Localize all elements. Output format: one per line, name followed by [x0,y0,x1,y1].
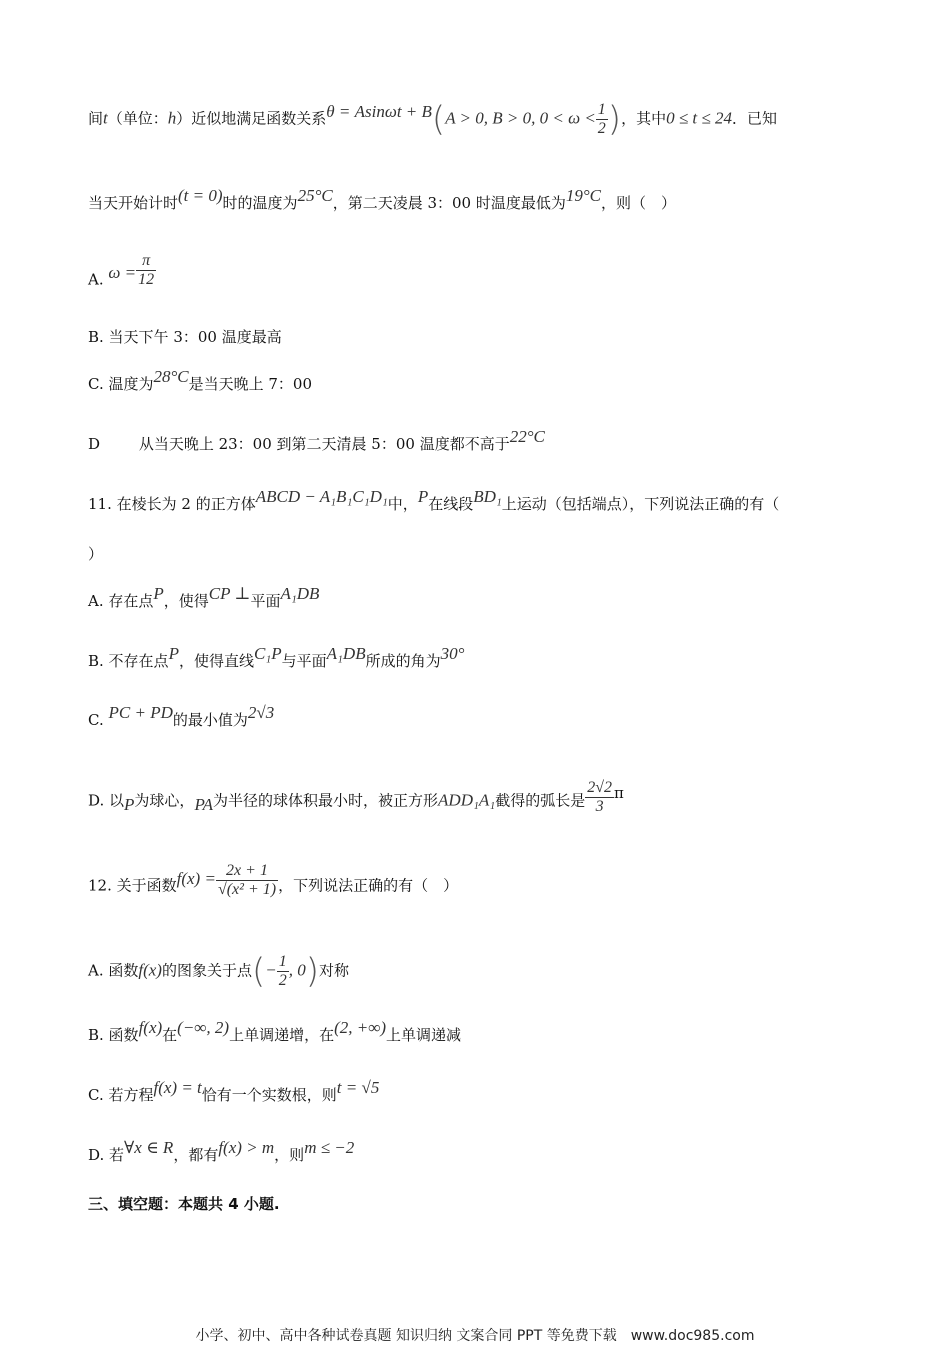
omega-fraction: $\frac{\pi}{12}$ [138,252,155,288]
point-fraction: $\frac{1}{2}$ [278,953,287,989]
q11-option-c: C. PC + PD的最小值为2√3 [88,703,275,729]
section-heading: 三、填空题：本题共 4 小题. [88,1195,280,1213]
q11-option-b: B. 不存在点P，使得直线C₁P与平面A₁DB所成的角为30° [88,644,465,670]
q12-option-c: C. 若方程f(x) = t恰有一个实数根，则t = √5 [88,1078,380,1104]
q10-line-2: 当天开始计时(t = 0)时的温度为25°C，第二天凌晨 3：00 时温度最低为19°C，则（ ） [88,186,677,212]
q11-option-a: A. 存在点P，使得CP ⊥平面A₁DB [88,584,320,610]
formula-condition: A > 0, B > 0, 0 < ω < [445,108,596,128]
q10-option-b: B. 当天下午 3：00 温度最高 [88,328,282,346]
function-fraction: $\frac{2x + 1}{\text{√(x² + 1)}}$ [217,862,277,898]
q10-option-a: A. ω = $\frac{\pi}{12}$ [88,252,155,289]
q11-stem-end: ） [88,545,104,563]
theta-formula: θ = Asinωt + B [326,101,432,121]
footer-link[interactable]: 小学、初中、高中各种试卷真题 知识归纳 文案合同 PPT 等免费下载 www.doc985.com [195,1328,755,1344]
q11-stem: 11. 在棱长为 2 的正方体ABCD − A₁B₁C₁D₁中，P在线段BD₁上运动（包括端点），下列说法正确的有（ [88,487,780,513]
time-range: 0 ≤ t ≤ 24 [666,108,732,128]
q12-stem: 12. 关于函数f(x) = $\frac{2x + 1}{\text{√(x² + 1)}}$ ，下列说法正确的有（ ） [88,862,459,898]
arc-length-fraction: $\frac{2√2}{3}$ [587,779,612,815]
q10-option-d: D 从当天晚上 23：00 到第二天清晨 5：00 温度都不高于22°C [88,427,545,453]
q12-option-d: D. 若∀x ∈ R，都有f(x) > m，则m ≤ −2 [88,1138,355,1164]
q12-option-b: B. 函数f(x)在(−∞, 2)上单调递增，在(2, +∞)上单调递减 [88,1018,462,1044]
q11-option-d: D. 以P为球心，PA为半径的球体积最小时，被正方形ADD₁A₁截得的弧长是 $\frac{2√2}{3}$ π [88,779,624,815]
cube-name: ABCD − A₁B₁C₁D₁ [255,487,388,506]
q12-option-a: A. 函数f(x)的图象关于点(− $\frac{1}{2}$ , 0)对称 [88,951,350,992]
half-fraction: $\frac{1}{2}$ [597,101,606,137]
q10-option-c: C. 温度为28°C是当天晚上 7：00 [88,367,313,393]
q10-line-1: 间t（单位：h）近似地满足函数关系θ = Asinωt + B(A > 0, B > 0, 0 < ω < $\frac{1}{2}$ )，其中0 ≤ t ≤ 24．已知 [88,99,777,140]
